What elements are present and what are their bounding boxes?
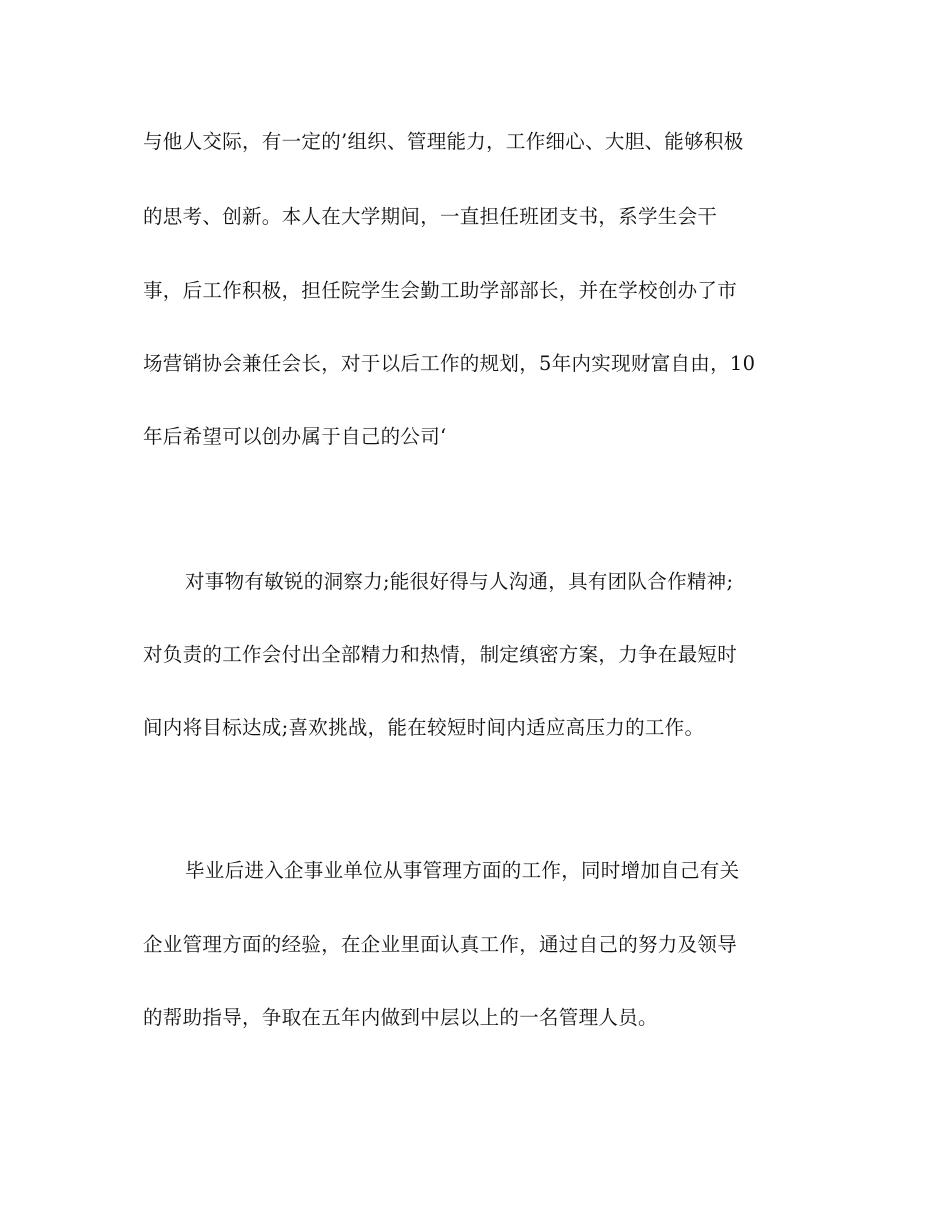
text-line: 间内将目标达成;喜欢挑战，能在较短时间内适应高压力的工作。 [143,716,705,739]
text-line: 的帮助指导，争取在五年内做到中层以上的一名管理人员。 [143,1006,658,1029]
text-line: 毕业后进入企事业单位从事管理方面的工作，同时增加自己有关 [185,859,740,882]
text-line: 对负责的工作会付出全部精力和热情，制定缜密方案，力争在最短时 [143,643,738,666]
text-line: 企业管理方面的经验，在企业里面认真工作，通过自己的努力及领导 [143,933,738,956]
text-line: 事，后工作积极，担任院学生会勤工助学部部长，并在学校创办了市 [143,279,738,302]
text-line: 对事物有敏锐的洞察力;能很好得与人沟通，具有团队合作精神; [185,570,734,593]
text-line: 的思考、创新。本人在大学期间，一直担任班团支书，系学生会干 [143,205,718,228]
text-line: 年后希望可以创办属于自己的公司‘ [143,425,447,448]
text-line: 场营销协会兼任会长，对于以后工作的规划，5年内实现财富自由，10 [143,352,756,375]
text-line: 与他人交际，有一定的’组织、管理能力，工作细心、大胆、能够积极 [143,130,744,153]
